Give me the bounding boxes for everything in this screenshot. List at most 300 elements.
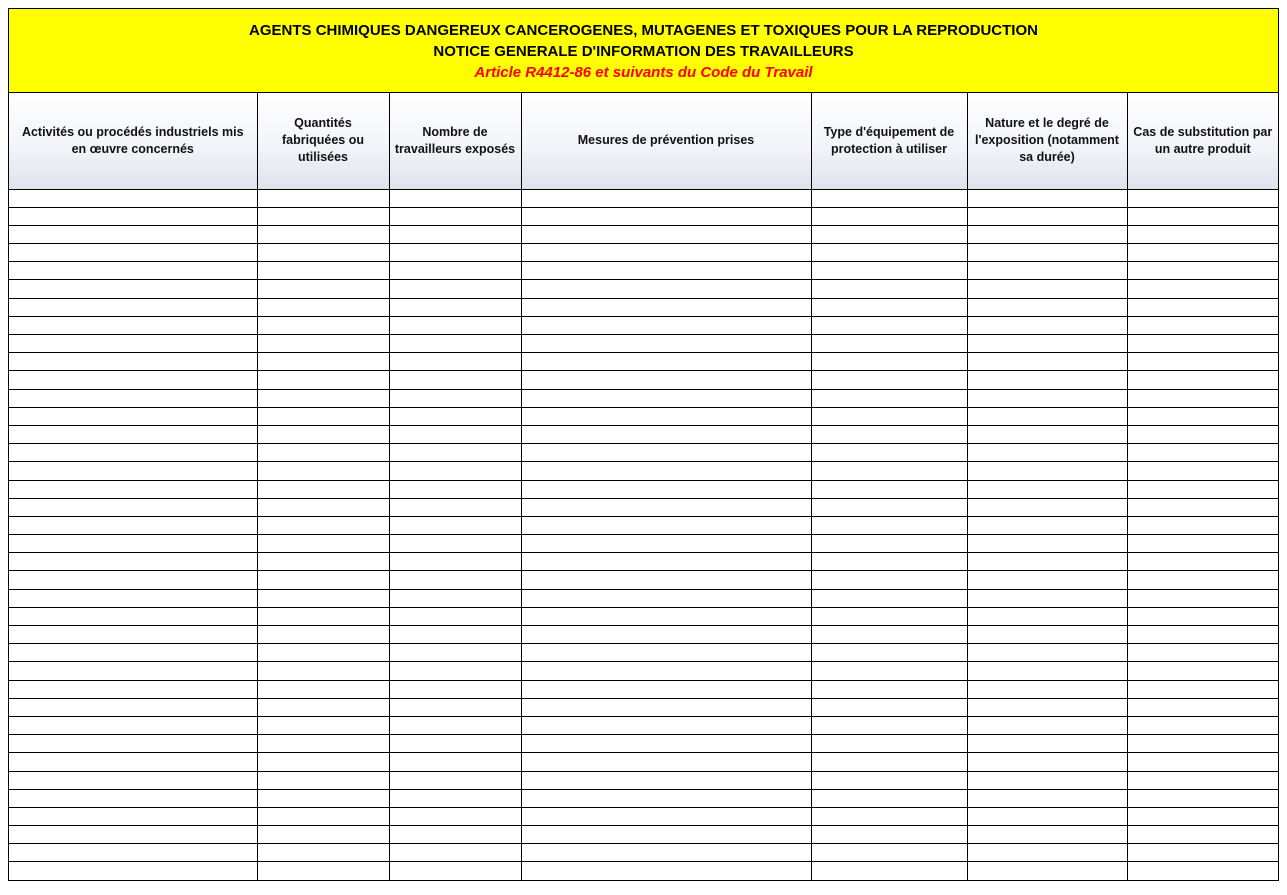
table-cell[interactable] (811, 662, 967, 680)
table-row (9, 535, 1278, 553)
table-cell[interactable] (9, 298, 257, 316)
table-row (9, 225, 1278, 243)
table-cell[interactable] (521, 680, 811, 698)
table-cell[interactable] (811, 298, 967, 316)
table-cell[interactable] (521, 244, 811, 262)
table-cell[interactable] (521, 844, 811, 862)
table-cell[interactable] (257, 589, 389, 607)
table-cell[interactable] (9, 553, 257, 571)
table-cell[interactable] (9, 771, 257, 789)
table-cell[interactable] (521, 753, 811, 771)
table-cell[interactable] (967, 698, 1127, 716)
table-cell[interactable] (967, 298, 1127, 316)
table-cell[interactable] (9, 571, 257, 589)
table-row (9, 862, 1278, 880)
table-cell[interactable] (1127, 262, 1278, 280)
table-cell[interactable] (1127, 316, 1278, 334)
table-cell[interactable] (1127, 735, 1278, 753)
table-cell[interactable] (257, 535, 389, 553)
table-cell[interactable] (521, 644, 811, 662)
table-cell[interactable] (521, 353, 811, 371)
table-cell[interactable] (9, 316, 257, 334)
table-cell[interactable] (257, 571, 389, 589)
table-cell[interactable] (811, 280, 967, 298)
table-cell[interactable] (9, 644, 257, 662)
table-cell[interactable] (1127, 644, 1278, 662)
table-cell[interactable] (1127, 335, 1278, 353)
table-cell[interactable] (811, 425, 967, 443)
table-cell[interactable] (9, 735, 257, 753)
table-cell[interactable] (811, 262, 967, 280)
table-cell[interactable] (967, 535, 1127, 553)
table-cell[interactable] (9, 389, 257, 407)
table-cell[interactable] (521, 535, 811, 553)
table-cell[interactable] (1127, 389, 1278, 407)
table-row (9, 607, 1278, 625)
table-cell[interactable] (521, 589, 811, 607)
table-cell[interactable] (389, 280, 521, 298)
table-cell[interactable] (389, 389, 521, 407)
table-cell[interactable] (967, 207, 1127, 225)
table-cell[interactable] (257, 371, 389, 389)
table-cell[interactable] (389, 516, 521, 534)
table-cell[interactable] (1127, 353, 1278, 371)
table-cell[interactable] (1127, 425, 1278, 443)
table-cell[interactable] (389, 371, 521, 389)
table-cell[interactable] (389, 862, 521, 880)
table-cell[interactable] (389, 262, 521, 280)
table-cell[interactable] (967, 716, 1127, 734)
table-cell[interactable] (521, 862, 811, 880)
table-cell[interactable] (389, 553, 521, 571)
table-cell[interactable] (389, 789, 521, 807)
table-row (9, 262, 1278, 280)
table-cell[interactable] (389, 189, 521, 207)
table-cell[interactable] (521, 698, 811, 716)
table-cell[interactable] (389, 425, 521, 443)
table-cell[interactable] (811, 353, 967, 371)
table-cell[interactable] (257, 353, 389, 371)
table-row (9, 389, 1278, 407)
table-cell[interactable] (389, 826, 521, 844)
table-cell[interactable] (811, 589, 967, 607)
header-row (9, 93, 1278, 189)
table-cell[interactable] (521, 316, 811, 334)
table-row (9, 444, 1278, 462)
document-subtitle: NOTICE GENERALE D'INFORMATION DES TRAVAILLEURS (433, 43, 854, 60)
table-cell[interactable] (967, 353, 1127, 371)
table-cell[interactable] (257, 498, 389, 516)
table-cell[interactable] (521, 207, 811, 225)
table-cell[interactable] (257, 262, 389, 280)
table-cell[interactable] (811, 535, 967, 553)
table-cell[interactable] (389, 407, 521, 425)
table-cell[interactable] (9, 844, 257, 862)
table-cell[interactable] (811, 516, 967, 534)
table-cell[interactable] (257, 807, 389, 825)
table-cell[interactable] (9, 789, 257, 807)
table-cell[interactable] (389, 335, 521, 353)
legal-reference: Article R4412-86 et suivants du Code du Travail (474, 64, 813, 81)
table-cell[interactable] (967, 644, 1127, 662)
table-cell[interactable] (9, 807, 257, 825)
table-row (9, 407, 1278, 425)
table-cell[interactable] (521, 407, 811, 425)
table-cell[interactable] (1127, 553, 1278, 571)
table-cell[interactable] (257, 698, 389, 716)
table-cell[interactable] (1127, 771, 1278, 789)
table-cell[interactable] (257, 462, 389, 480)
table-cell[interactable] (389, 298, 521, 316)
table-cell[interactable] (811, 680, 967, 698)
table-cell[interactable] (1127, 516, 1278, 534)
table-cell[interactable] (521, 389, 811, 407)
table-cell[interactable] (9, 662, 257, 680)
table-cell[interactable] (9, 371, 257, 389)
table-cell[interactable] (811, 753, 967, 771)
table-cell[interactable] (389, 589, 521, 607)
table-cell[interactable] (967, 789, 1127, 807)
table-cell[interactable] (9, 626, 257, 644)
table-cell[interactable] (389, 535, 521, 553)
table-cell[interactable] (1127, 807, 1278, 825)
table-cell[interactable] (1127, 225, 1278, 243)
table-cell[interactable] (967, 607, 1127, 625)
table-cell[interactable] (1127, 680, 1278, 698)
table-row (9, 789, 1278, 807)
column-header-prevention-measures: Mesures de prévention prises (521, 93, 811, 189)
table-cell[interactable] (1127, 462, 1278, 480)
table-cell[interactable] (521, 626, 811, 644)
table-cell[interactable] (967, 316, 1127, 334)
table-cell[interactable] (9, 680, 257, 698)
table-row (9, 316, 1278, 334)
table-cell[interactable] (389, 444, 521, 462)
table-cell[interactable] (811, 444, 967, 462)
table-cell[interactable] (1127, 662, 1278, 680)
table-cell[interactable] (257, 225, 389, 243)
table-cell[interactable] (257, 389, 389, 407)
table-cell[interactable] (811, 189, 967, 207)
table-cell[interactable] (521, 298, 811, 316)
table-cell[interactable] (389, 480, 521, 498)
table-cell[interactable] (257, 680, 389, 698)
table-cell[interactable] (1127, 826, 1278, 844)
table-cell[interactable] (1127, 535, 1278, 553)
table-cell[interactable] (521, 807, 811, 825)
table-cell[interactable] (9, 498, 257, 516)
table-cell[interactable] (811, 225, 967, 243)
table-row (9, 244, 1278, 262)
table-cell[interactable] (521, 771, 811, 789)
table-cell[interactable] (1127, 189, 1278, 207)
table-cell[interactable] (811, 371, 967, 389)
table-cell[interactable] (9, 516, 257, 534)
table-cell[interactable] (389, 662, 521, 680)
table-cell[interactable] (521, 826, 811, 844)
table-cell[interactable] (811, 607, 967, 625)
column-header-substitution: Cas de substitution par un autre produit (1127, 93, 1278, 189)
table-cell[interactable] (257, 316, 389, 334)
table-cell[interactable] (521, 553, 811, 571)
table-cell[interactable] (811, 844, 967, 862)
table-row (9, 280, 1278, 298)
table-cell[interactable] (1127, 498, 1278, 516)
table-cell[interactable] (521, 735, 811, 753)
table-cell[interactable] (257, 626, 389, 644)
table-cell[interactable] (1127, 207, 1278, 225)
table-cell[interactable] (389, 498, 521, 516)
table-row (9, 516, 1278, 534)
table-cell[interactable] (521, 662, 811, 680)
table-cell[interactable] (811, 716, 967, 734)
table-cell[interactable] (389, 626, 521, 644)
table-cell[interactable] (1127, 244, 1278, 262)
table-cell[interactable] (967, 371, 1127, 389)
table-cell[interactable] (389, 225, 521, 243)
table-cell[interactable] (967, 589, 1127, 607)
table-cell[interactable] (389, 844, 521, 862)
table-cell[interactable] (967, 480, 1127, 498)
table-cell[interactable] (257, 844, 389, 862)
table-cell[interactable] (967, 498, 1127, 516)
table-cell[interactable] (1127, 626, 1278, 644)
table-cell[interactable] (257, 444, 389, 462)
table-cell[interactable] (389, 207, 521, 225)
table-cell[interactable] (811, 389, 967, 407)
table-body (9, 189, 1278, 880)
table-cell[interactable] (521, 444, 811, 462)
table-cell[interactable] (811, 316, 967, 334)
table-cell[interactable] (9, 353, 257, 371)
table-row (9, 680, 1278, 698)
table-cell[interactable] (811, 571, 967, 589)
table-row (9, 626, 1278, 644)
table-cell[interactable] (811, 335, 967, 353)
table-cell[interactable] (389, 698, 521, 716)
table-cell[interactable] (257, 862, 389, 880)
table-cell[interactable] (1127, 698, 1278, 716)
table-row (9, 480, 1278, 498)
table-cell[interactable] (9, 862, 257, 880)
table-cell[interactable] (967, 771, 1127, 789)
table-cell[interactable] (257, 189, 389, 207)
table-cell[interactable] (9, 480, 257, 498)
table-cell[interactable] (967, 407, 1127, 425)
table-cell[interactable] (9, 753, 257, 771)
table-cell[interactable] (521, 425, 811, 443)
table-cell[interactable] (389, 316, 521, 334)
table-cell[interactable] (257, 826, 389, 844)
table-cell[interactable] (9, 207, 257, 225)
table-cell[interactable] (967, 844, 1127, 862)
table-cell[interactable] (967, 662, 1127, 680)
table-cell[interactable] (521, 371, 811, 389)
table-cell[interactable] (811, 553, 967, 571)
table-cell[interactable] (521, 280, 811, 298)
table-cell[interactable] (521, 480, 811, 498)
table-cell[interactable] (967, 425, 1127, 443)
table-cell[interactable] (9, 589, 257, 607)
table-cell[interactable] (9, 244, 257, 262)
table-cell[interactable] (967, 280, 1127, 298)
table-cell[interactable] (521, 189, 811, 207)
table-cell[interactable] (9, 407, 257, 425)
table-cell[interactable] (389, 462, 521, 480)
table-cell[interactable] (967, 189, 1127, 207)
table-cell[interactable] (1127, 407, 1278, 425)
table-cell[interactable] (967, 553, 1127, 571)
table-cell[interactable] (811, 807, 967, 825)
table-cell[interactable] (9, 280, 257, 298)
table-cell[interactable] (9, 262, 257, 280)
table-cell[interactable] (521, 262, 811, 280)
table-cell[interactable] (257, 480, 389, 498)
table-cell[interactable] (9, 335, 257, 353)
table-cell[interactable] (257, 771, 389, 789)
table-cell[interactable] (1127, 280, 1278, 298)
table-cell[interactable] (389, 716, 521, 734)
table-row (9, 298, 1278, 316)
table-cell[interactable] (1127, 571, 1278, 589)
table-cell[interactable] (967, 262, 1127, 280)
table-cell[interactable] (1127, 607, 1278, 625)
table-cell[interactable] (811, 462, 967, 480)
table-cell[interactable] (521, 789, 811, 807)
table-cell[interactable] (967, 735, 1127, 753)
table-cell[interactable] (257, 753, 389, 771)
table-cell[interactable] (389, 244, 521, 262)
table-cell[interactable] (389, 644, 521, 662)
table-cell[interactable] (389, 807, 521, 825)
table-row (9, 425, 1278, 443)
column-header-quantities: Quantités fabriquées ou utilisées (257, 93, 389, 189)
table-cell[interactable] (257, 516, 389, 534)
table-cell[interactable] (967, 335, 1127, 353)
table-cell[interactable] (811, 644, 967, 662)
table-cell[interactable] (389, 571, 521, 589)
table-row (9, 498, 1278, 516)
column-header-activities: Activités ou procédés industriels mis en œuvre concernés (9, 93, 257, 189)
table-cell[interactable] (257, 407, 389, 425)
table-cell[interactable] (257, 662, 389, 680)
table-row (9, 371, 1278, 389)
table-cell[interactable] (257, 789, 389, 807)
table-cell[interactable] (1127, 298, 1278, 316)
table-cell[interactable] (1127, 589, 1278, 607)
table-cell[interactable] (257, 244, 389, 262)
table-cell[interactable] (257, 716, 389, 734)
table-cell[interactable] (257, 207, 389, 225)
table-cell[interactable] (1127, 844, 1278, 862)
table-cell[interactable] (389, 735, 521, 753)
column-header-exposure-nature: Nature et le degré de l'exposition (notamment sa durée) (967, 93, 1127, 189)
table-cell[interactable] (967, 389, 1127, 407)
table-cell[interactable] (521, 607, 811, 625)
table-cell[interactable] (811, 826, 967, 844)
table-cell[interactable] (967, 753, 1127, 771)
table-cell[interactable] (9, 535, 257, 553)
table-cell[interactable] (257, 335, 389, 353)
table-cell[interactable] (967, 826, 1127, 844)
column-header-protection-equipment: Type d'équipement de protection à utiliser (811, 93, 967, 189)
table-cell[interactable] (811, 626, 967, 644)
table-cell[interactable] (9, 462, 257, 480)
table-cell[interactable] (521, 335, 811, 353)
table-cell[interactable] (9, 826, 257, 844)
table-cell[interactable] (967, 862, 1127, 880)
table-cell[interactable] (9, 698, 257, 716)
table-cell[interactable] (811, 789, 967, 807)
table-cell[interactable] (257, 298, 389, 316)
table-cell[interactable] (967, 516, 1127, 534)
table-cell[interactable] (967, 626, 1127, 644)
table-row (9, 771, 1278, 789)
table-cell[interactable] (9, 716, 257, 734)
table-cell[interactable] (9, 444, 257, 462)
table-cell[interactable] (257, 607, 389, 625)
table-cell[interactable] (389, 680, 521, 698)
table-cell[interactable] (521, 716, 811, 734)
table-cell[interactable] (811, 735, 967, 753)
table-cell[interactable] (967, 462, 1127, 480)
table-cell[interactable] (967, 225, 1127, 243)
table-cell[interactable] (9, 225, 257, 243)
table-cell[interactable] (257, 425, 389, 443)
table-cell[interactable] (521, 571, 811, 589)
table-cell[interactable] (1127, 789, 1278, 807)
table-cell[interactable] (811, 698, 967, 716)
table-cell[interactable] (1127, 371, 1278, 389)
table-cell[interactable] (521, 516, 811, 534)
table-cell[interactable] (967, 244, 1127, 262)
table-cell[interactable] (521, 498, 811, 516)
table-cell[interactable] (521, 462, 811, 480)
table-cell[interactable] (1127, 444, 1278, 462)
table-cell[interactable] (967, 444, 1127, 462)
table-cell[interactable] (967, 680, 1127, 698)
table-cell[interactable] (1127, 862, 1278, 880)
table-cell[interactable] (967, 571, 1127, 589)
table-row (9, 462, 1278, 480)
table-cell[interactable] (389, 753, 521, 771)
table-cell[interactable] (811, 862, 967, 880)
table-cell[interactable] (9, 425, 257, 443)
table-cell[interactable] (811, 480, 967, 498)
table-cell[interactable] (811, 207, 967, 225)
table-cell[interactable] (521, 225, 811, 243)
table-cell[interactable] (389, 353, 521, 371)
table-cell[interactable] (1127, 480, 1278, 498)
table-cell[interactable] (257, 735, 389, 753)
table-cell[interactable] (811, 244, 967, 262)
table-cell[interactable] (811, 771, 967, 789)
table-cell[interactable] (811, 498, 967, 516)
table-cell[interactable] (389, 607, 521, 625)
table-cell[interactable] (9, 189, 257, 207)
table-cell[interactable] (257, 553, 389, 571)
table-cell[interactable] (1127, 716, 1278, 734)
table-cell[interactable] (811, 407, 967, 425)
table-cell[interactable] (967, 807, 1127, 825)
table-cell[interactable] (257, 644, 389, 662)
table-row (9, 662, 1278, 680)
table-cell[interactable] (257, 280, 389, 298)
table-cell[interactable] (1127, 753, 1278, 771)
exposure-table (9, 93, 1278, 880)
table-cell[interactable] (9, 607, 257, 625)
table-cell[interactable] (389, 771, 521, 789)
